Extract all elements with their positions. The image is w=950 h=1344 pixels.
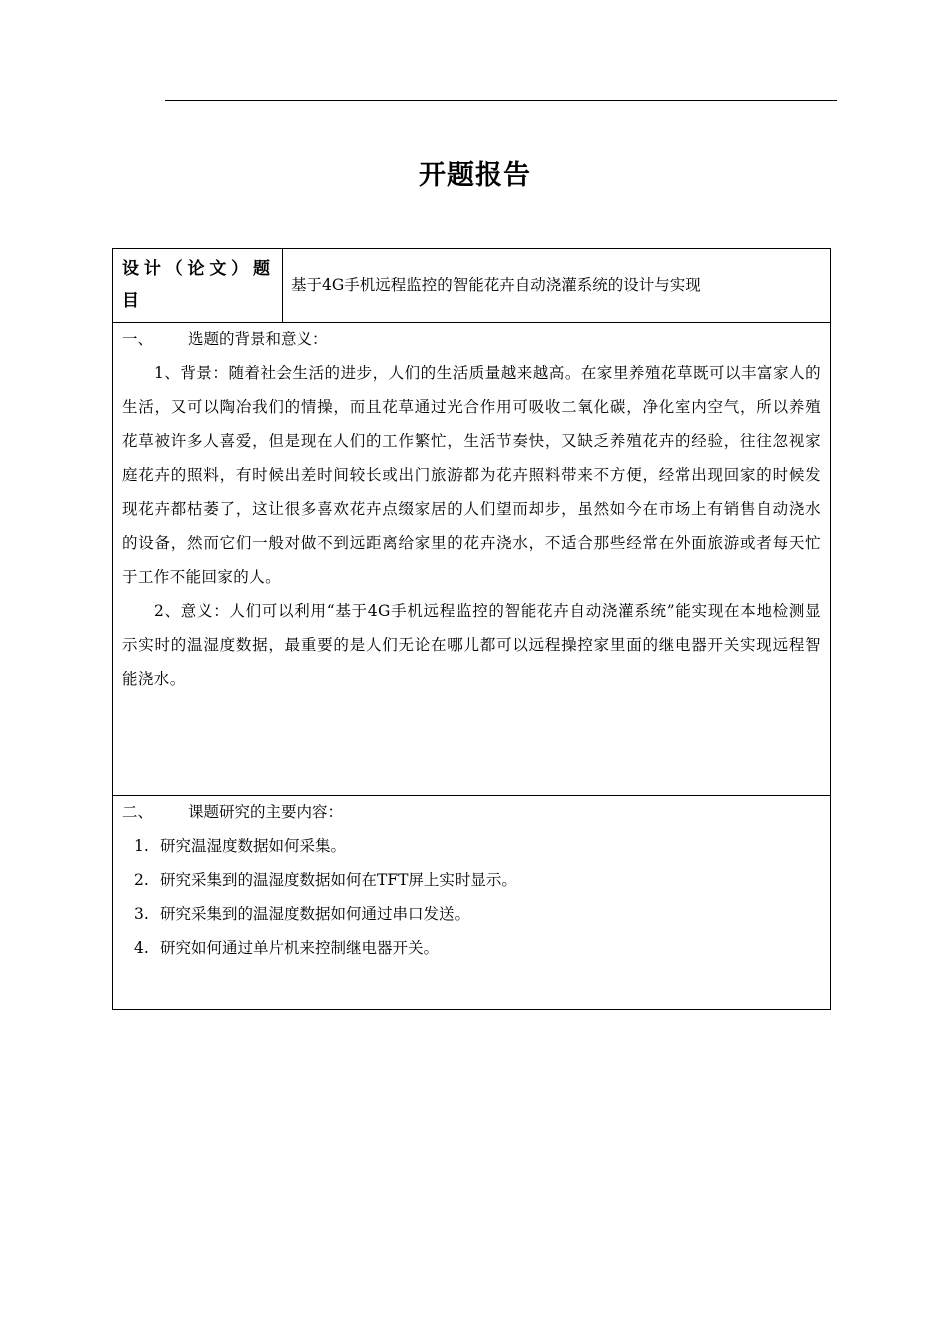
list-item [122,829,821,863]
list-item [122,897,821,931]
title-row [113,249,830,323]
paragraph-background: 1、背景：随着社会生活的进步，人们的生活质量越来越高。在家里养殖花草既可以丰富家人的生活，又可以陶冶我们的情操，而且花草通过光合作用可吸收二氧化碳，净化室内空气，所以养殖花草被许多人喜爱，但是现在人们的工作繁忙，生活节奏快，又缺乏养殖花卉的经验，往往忽视家庭花卉的照料，有时候出差时间较长或出门旅游都为花卉照料带来不方便，经常出现回家的时候发现花卉都枯萎了，这让很多喜欢花卉点缀家居的人们望而却步，虽然如今在市场上有销售自动浇水的设备，然而它们一般对做不到远距离给家里的花卉浇水，不适合那些经常在外面旅游或者每天忙于工作不能回家的人。 [122,364,821,586]
header-rule [165,100,837,101]
list-item-index: 4. [134,939,149,957]
paragraph-significance: 2、意义：人们可以利用“基于4G手机远程监控的智能花卉自动浇灌系统”能实现在本地检测显示实时的温湿度数据，最重要的是人们无论在哪儿都可以远程操控家里面的继电器开关实现远程智能浇水。 [122,602,821,688]
section-heading [122,797,821,827]
section-number: 二、 [122,803,154,821]
title-value: 基于4G手机远程监控的智能花卉自动浇灌系统的设计与实现 [291,275,701,294]
section-number: 一、 [122,330,154,348]
list-item [122,863,821,897]
list-item-text: 研究如何通过单片机来控制继电器开关。 [160,939,440,957]
section-heading-text: 选题的背景和意义： [188,330,328,348]
list-item [122,931,821,965]
section-heading [122,324,821,354]
section-heading-text: 课题研究的主要内容： [188,803,344,821]
list-item-index: 1. [134,837,149,855]
research-item-list [122,829,821,965]
list-item-index: 2. [134,871,149,889]
title-label: 设计（论文）题目 [113,249,283,322]
section-background [113,324,830,796]
list-item-text: 研究采集到的温湿度数据如何通过串口发送。 [160,905,471,923]
list-item-index: 3. [134,905,149,923]
document-title: 开题报告 [419,160,531,191]
proposal-table [112,248,831,1010]
section-research-content [113,797,830,1009]
list-item-text: 研究采集到的温湿度数据如何在TFT屏上实时显示。 [160,871,517,889]
list-item-text: 研究温湿度数据如何采集。 [160,837,347,855]
